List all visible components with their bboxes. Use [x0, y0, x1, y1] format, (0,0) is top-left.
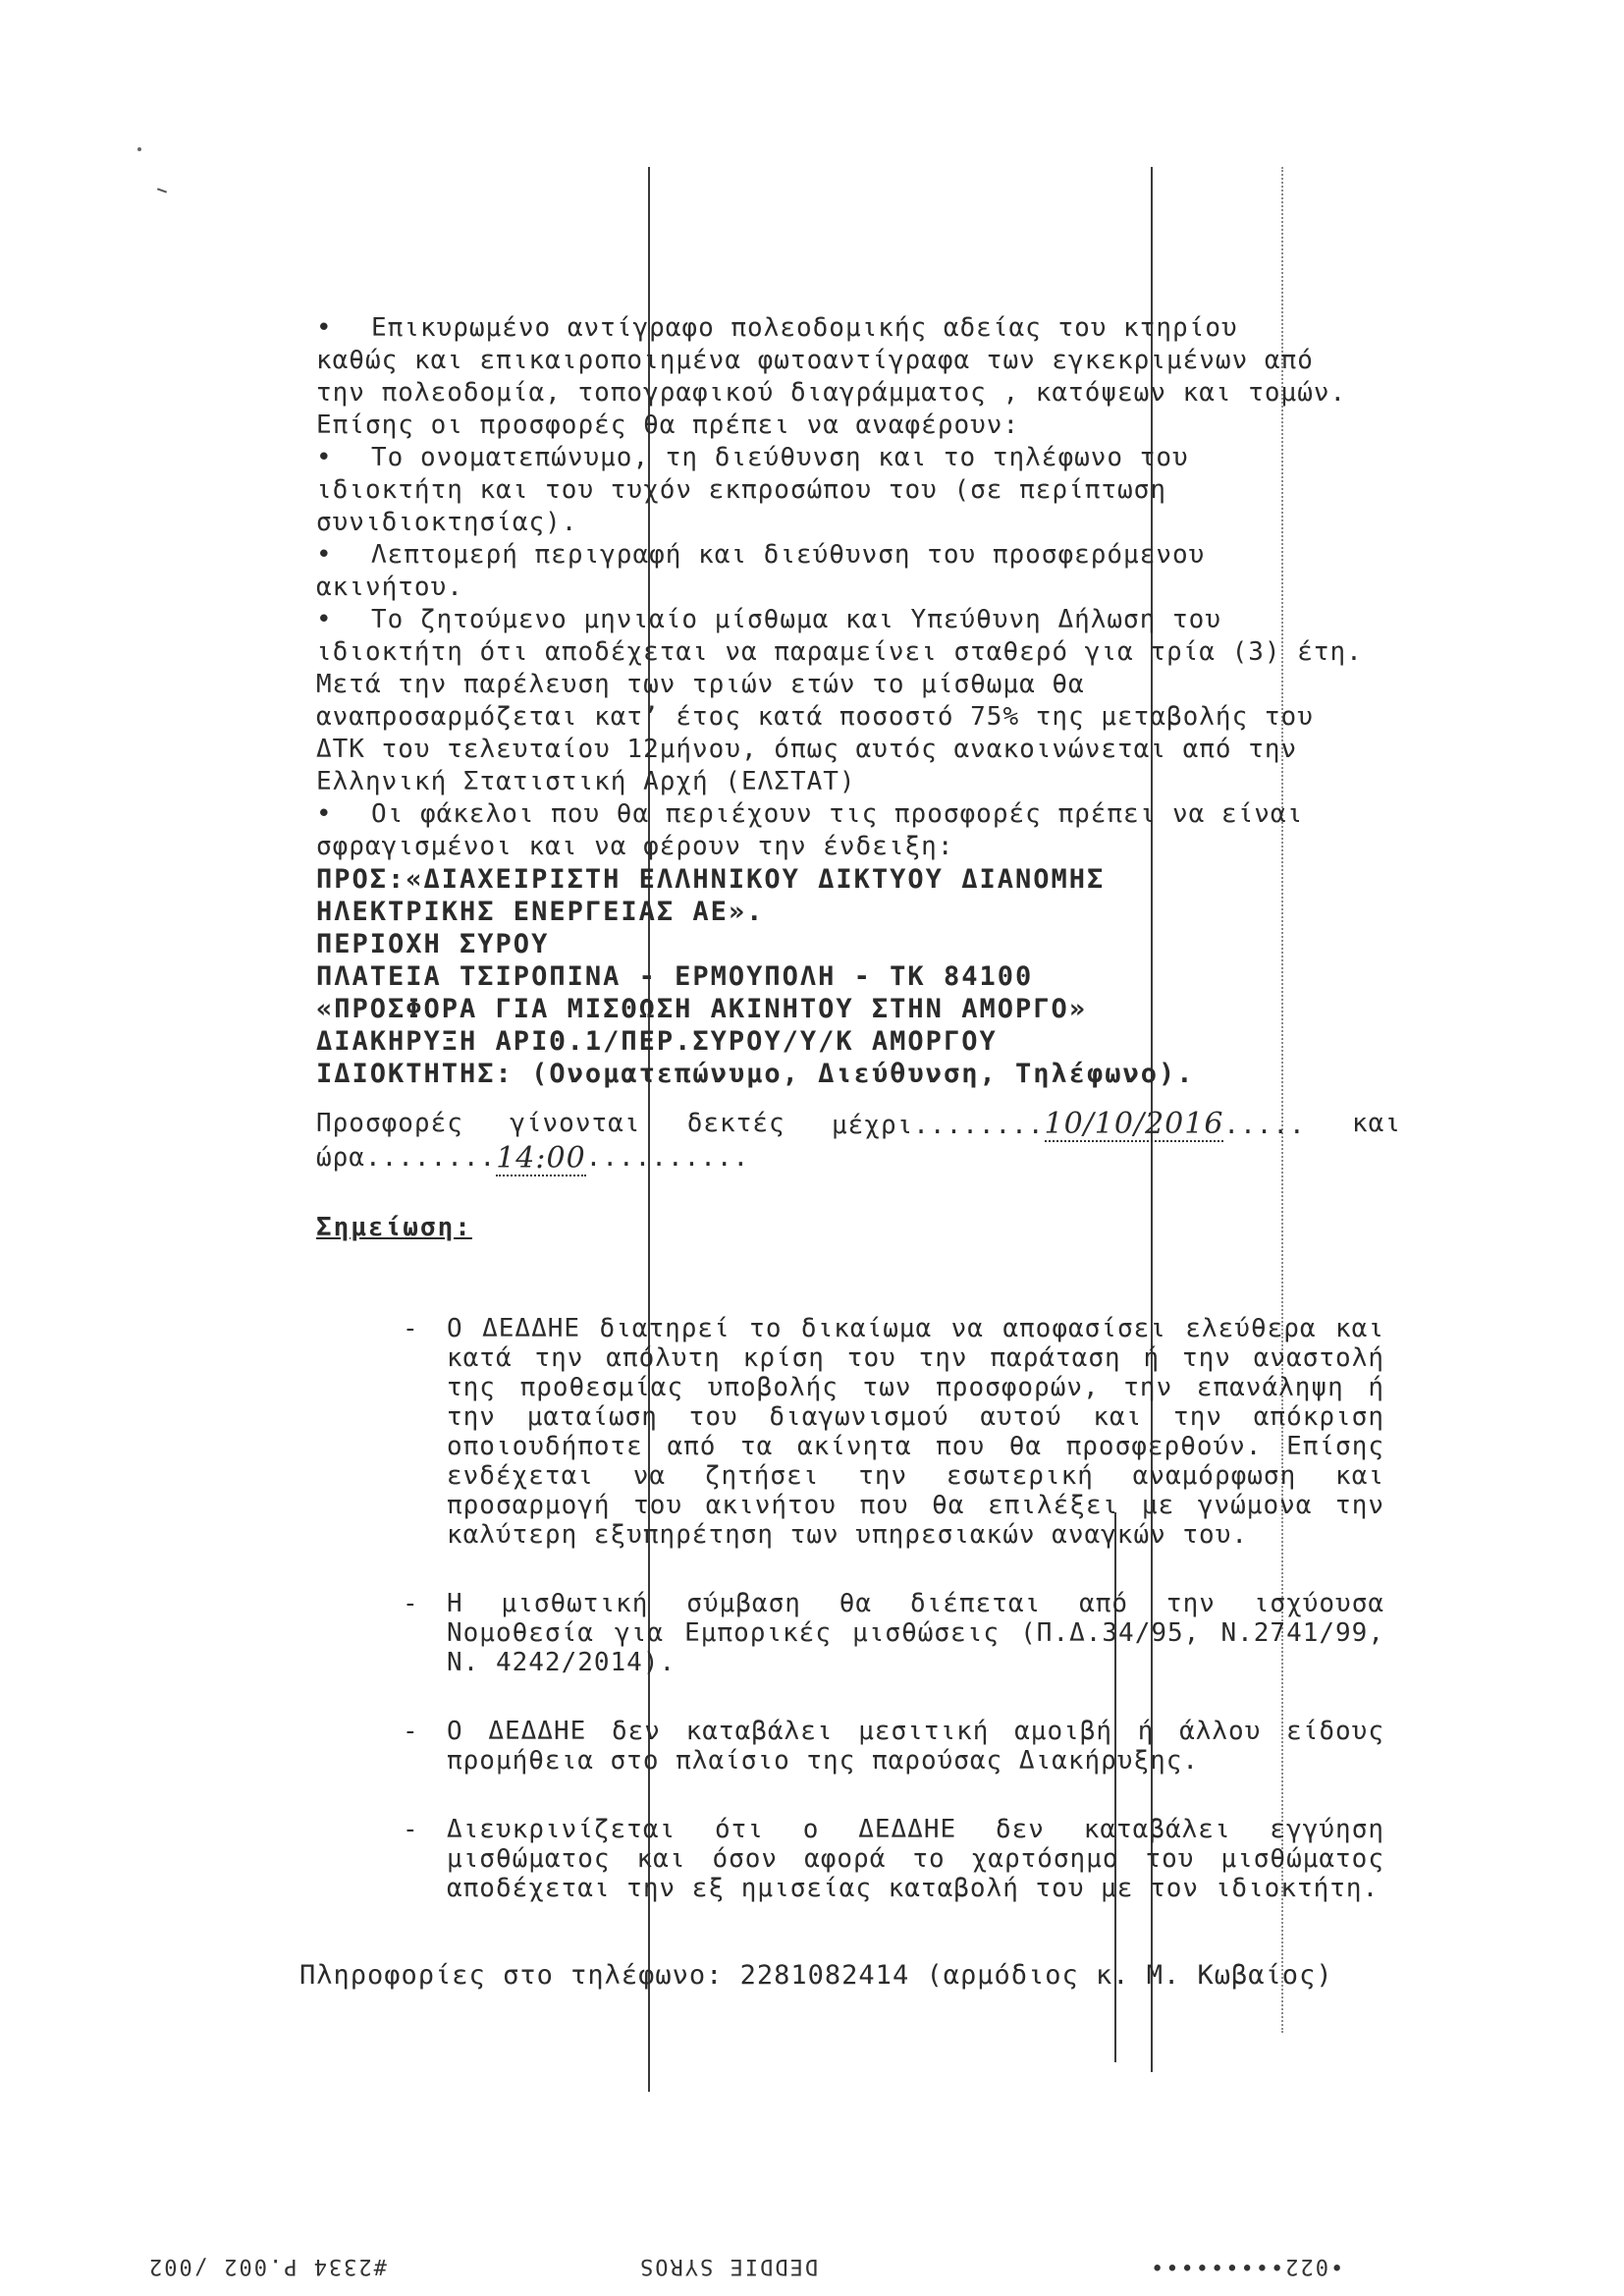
address-line: ΠΛΑΤΕΙΑ ΤΣΙΡΟΠΙΝΑ - ΕΡΜΟΥΠΟΛΗ - ΤΚ 84100 [316, 961, 1034, 992]
text-line: ΔΤΚ του τελευταίου 12μήνου, όπως αυτός ανακοινώνεται από την [316, 735, 1298, 764]
list-item: - Ο ΔΕΔΔΗΕ διατηρεί το δικαίωμα να αποφασίσει ελεύθερα και κατά την απόλυτη κρίση του την παράταση ή την αναστολή της προθεσμίας υποβολής των προσφορών, την επανάληψη ή την ματαίωση του διαγωνισμού αυτού και την απόκριση οποιουδήποτε από τα ακίνητα που θα προσφερθούν. Επίσης ενδέχεται να ζητήσει την εσωτερική αναμόρφωση και προσαρμογή του ακινήτου που θα επιλέξει με γνώμονα την καλύτερη εξυπηρέτηση των υπηρεσιακών αναγκών του. [403, 1314, 1384, 1550]
text-line: ακινήτου. [316, 573, 463, 602]
text-line: ιδιοκτήτη και του τυχόν εκπροσώπου του (σε περίπτωση [316, 475, 1166, 505]
address-line: ΗΛΕΚΤΡΙΚΗΣ ΕΝΕΡΓΕΙΑΣ ΑΕ». [316, 897, 765, 927]
dash: - [403, 1815, 418, 1844]
note-heading: Σημείωση: [316, 1213, 472, 1242]
address-line: ΠΡΟΣ:«ΔΙΑΧΕΙΡΙΣΤΗ ΕΛΛΗΝΙΚΟΥ ΔΙΚΤΥΟΥ ΔΙΑΝΟΜΗΣ [316, 864, 1106, 895]
dash: - [403, 1314, 418, 1343]
list-item: - Η μισθωτική σύμβαση θα διέπεται από την ισχύουσα Νομοθεσία για Εμπορικές μισθώσεις (Π.Δ.34/95, Ν.2741/99, Ν. 4242/2014). [403, 1589, 1384, 1677]
fax-header-number: •022••••••••• [1149, 2254, 1344, 2278]
bullet: • [316, 540, 333, 570]
bullet: • [316, 605, 333, 634]
text-line: • Το ζητούμενο μηνιαίο μίσθωμα και Υπεύθυνη Δήλωση του [316, 605, 1221, 634]
text-line: ιδιοκτήτη ότι αποδέχεται να παραμείνει σταθερό για τρία (3) έτη. [316, 637, 1363, 667]
text-line: Ελληνική Στατιστική Αρχή (ΕΛΣΤΑΤ) [316, 767, 856, 796]
scan-speck [137, 147, 141, 151]
list-item: - Διευκρινίζεται ότι ο ΔΕΔΔΗΕ δεν καταβάλει εγγύηση μισθώματος και όσον αφορά το χαρτόσημο του μισθώματος αποδέχεται την εξ ημισείας καταβολή του με τον ιδιοκτήτη. [403, 1815, 1384, 1903]
notes-list [403, 1314, 1384, 1942]
bullet: • [316, 443, 333, 472]
address-line: ΠΕΡΙΟΧΗ ΣΥΡΟΥ [316, 929, 550, 959]
deadline-time-line: ώρα ........ 14:00 .......... [316, 1141, 750, 1175]
dash: - [403, 1589, 418, 1618]
text-line: • Οι φάκελοι που θα περιέχουν τις προσφορές πρέπει να είναι [316, 799, 1304, 829]
fax-header-page: #2334 P.002 /002 [147, 2254, 387, 2278]
text-line: την πολεοδομία, τοπογραφικού διαγράμματος , κατόψεων και τομών. [316, 378, 1347, 408]
address-line: ΙΔΙΟΚΤΗΤΗΣ: (Ονοματεπώνυμο, Διεύθυνση, Τηλέφωνο). [316, 1059, 1195, 1089]
text-line: • Το ονοματεπώνυμο, τη διεύθυνση και το τηλέφωνο του [316, 443, 1189, 472]
text-line: • Επικυρωμένο αντίγραφο πολεοδομικής αδείας του κτηρίου [316, 313, 1238, 343]
text-line: αναπροσαρμόζεται κατ’ έτος κατά ποσοστό 75% της μεταβολής του [316, 702, 1314, 732]
text-line: Επίσης οι προσφορές θα πρέπει να αναφέρουν: [316, 410, 1020, 440]
address-line: ΔΙΑΚΗΡΥΞΗ ΑΡΙΘ.1/ΠΕΡ.ΣΥΡΟΥ/Υ/Κ ΑΜΟΡΓΟΥ [316, 1026, 998, 1057]
text-line: συνιδιοκτησίας). [316, 508, 578, 537]
text-line: σφραγισμένοι και να φέρουν την ένδειξη: [316, 832, 954, 861]
fax-header-sender: DEDDIE SYROS [638, 2254, 818, 2278]
text-line: Μετά την παρέλευση των τριών ετών το μίσθωμα θα [316, 670, 1085, 699]
handwritten-date: 10/10/2016 [1044, 1107, 1224, 1141]
list-item: - Ο ΔΕΔΔΗΕ δεν καταβάλει μεσιτική αμοιβή ή άλλου είδους προμήθεια στο πλαίσιο της παρούσας Διακήρυξης. [403, 1717, 1384, 1776]
scan-mark [157, 188, 167, 192]
deadline-line: Προσφορές γίνονται δεκτές μέχρι........10/10/2016..... και [316, 1107, 1401, 1141]
main-text [316, 312, 1401, 1244]
dash: - [403, 1717, 418, 1746]
address-line: «ΠΡΟΣΦΟΡΑ ΓΙΑ ΜΙΣΘΩΣΗ ΑΚΙΝΗΤΟΥ ΣΤΗΝ ΑΜΟΡΓΟ» [316, 994, 1087, 1024]
handwritten-time: 14:00 [496, 1141, 586, 1175]
text-line: • Λεπτομερή περιγραφή και διεύθυνση του προσφερόμενου [316, 540, 1206, 570]
text-line: καθώς και επικαιροποιημένα φωτοαντίγραφα των εγκεκριμένων από [316, 346, 1314, 375]
bullet: • [316, 799, 333, 829]
contact-info: Πληροφορίες στο τηλέφωνο: 2281082414 (αρμόδιος κ. Μ. Κωβαίος) [299, 1960, 1333, 1991]
bullet: • [316, 313, 333, 343]
